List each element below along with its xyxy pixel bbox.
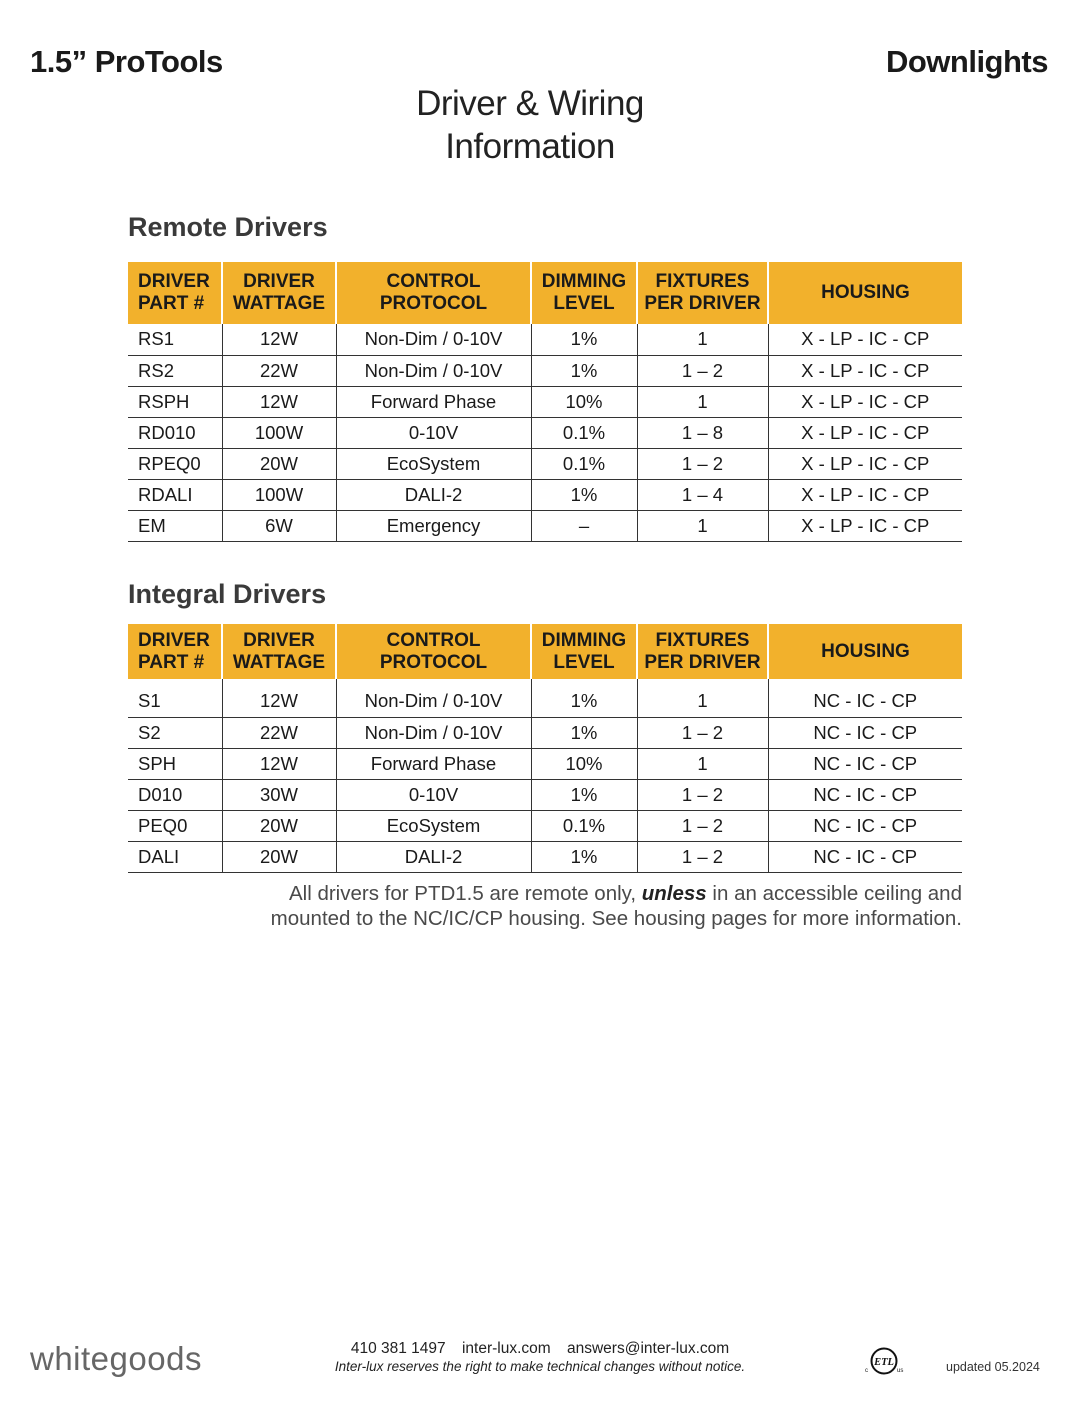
wattage-cell: 22W (222, 355, 336, 386)
table-row (128, 355, 962, 386)
protocol-cell: Forward Phase (336, 748, 531, 779)
part-number-cell: S2 (128, 717, 222, 748)
page-title (330, 82, 730, 168)
wattage-cell: 6W (222, 510, 336, 541)
fixtures-cell: 1 – 2 (637, 779, 768, 810)
column-header-protocol: CONTROL PROTOCOL (336, 262, 531, 324)
dimming-cell: 1% (531, 779, 637, 810)
protocol-cell: 0-10V (336, 417, 531, 448)
fixtures-cell: 1 – 2 (637, 355, 768, 386)
wattage-cell: 20W (222, 448, 336, 479)
integral-drivers-heading: Integral Drivers (128, 579, 327, 609)
part-number-cell: RDALI (128, 479, 222, 510)
protocol-cell: EcoSystem (336, 448, 531, 479)
table-row (128, 324, 962, 355)
page-title-line2: Information (445, 127, 615, 166)
remote-drivers-table (128, 262, 962, 542)
phone-number: 410 381 1497 (350, 1340, 446, 1357)
column-header-wattage: DRIVER WATTAGE (222, 262, 336, 324)
column-header-housing: HOUSING (768, 624, 962, 679)
wattage-cell: 22W (222, 717, 336, 748)
dimming-cell: – (531, 510, 637, 541)
part-number-cell: D010 (128, 779, 222, 810)
fixtures-cell: 1 – 2 (637, 717, 768, 748)
protocol-cell: Non-Dim / 0-10V (336, 324, 531, 355)
wattage-cell: 20W (222, 810, 336, 841)
whitegoods-logo: whitegoods (30, 1340, 202, 1377)
dimming-cell: 1% (531, 355, 637, 386)
housing-cell: X - LP - IC - CP (768, 355, 962, 386)
fixtures-cell: 1 – 2 (637, 841, 768, 872)
dimming-cell: 10% (531, 748, 637, 779)
dimming-cell: 0.1% (531, 810, 637, 841)
table-row (128, 448, 962, 479)
column-header-wattage: DRIVER WATTAGE (222, 624, 336, 679)
column-header-housing: HOUSING (768, 262, 962, 324)
fixtures-cell: 1 (637, 324, 768, 355)
housing-cell: NC - IC - CP (768, 810, 962, 841)
column-header-dimming: DIMMING LEVEL (531, 262, 637, 324)
dimming-cell: 1% (531, 679, 637, 717)
dimming-cell: 10% (531, 386, 637, 417)
protocol-cell: 0-10V (336, 779, 531, 810)
table-row (128, 748, 962, 779)
protocol-cell: EcoSystem (336, 810, 531, 841)
email-link[interactable]: answers@inter-lux.com (567, 1340, 730, 1357)
protocol-cell: DALI-2 (336, 479, 531, 510)
column-header-fixtures: FIXTURES PER DRIVER (637, 262, 768, 324)
etl-us-text: us (897, 1368, 904, 1374)
note-emphasis: unless (641, 882, 707, 905)
part-number-cell: S1 (128, 679, 222, 717)
wattage-cell: 12W (222, 324, 336, 355)
protocol-cell: Non-Dim / 0-10V (336, 717, 531, 748)
updated-date: updated 05.2024 (946, 1360, 1040, 1374)
dimming-cell: 1% (531, 841, 637, 872)
fixtures-cell: 1 – 4 (637, 479, 768, 510)
column-header-part: DRIVER PART # (128, 624, 222, 679)
column-header-part: DRIVER PART # (128, 262, 222, 324)
wattage-cell: 20W (222, 841, 336, 872)
dimming-cell: 0.1% (531, 448, 637, 479)
column-header-protocol: CONTROL PROTOCOL (336, 624, 531, 679)
part-number-cell: DALI (128, 841, 222, 872)
remote-only-note (182, 881, 962, 931)
wattage-cell: 12W (222, 679, 336, 717)
protocol-cell: Non-Dim / 0-10V (336, 679, 531, 717)
product-name: 1.5” ProTools (30, 44, 223, 79)
page-title-line1: Driver & Wiring (416, 84, 644, 123)
website-link[interactable]: inter-lux.com (461, 1340, 551, 1357)
table-row (128, 810, 962, 841)
wattage-cell: 12W (222, 748, 336, 779)
fixtures-cell: 1 (637, 679, 768, 717)
etl-c-text: c (865, 1368, 868, 1374)
housing-cell: NC - IC - CP (768, 679, 962, 717)
dimming-cell: 0.1% (531, 417, 637, 448)
fixtures-cell: 1 (637, 748, 768, 779)
part-number-cell: RSPH (128, 386, 222, 417)
protocol-cell: DALI-2 (336, 841, 531, 872)
housing-cell: NC - IC - CP (768, 717, 962, 748)
fixtures-cell: 1 (637, 386, 768, 417)
table-row (128, 779, 962, 810)
wattage-cell: 100W (222, 479, 336, 510)
table-header-row (128, 624, 962, 679)
wattage-cell: 30W (222, 779, 336, 810)
part-number-cell: RS2 (128, 355, 222, 386)
etl-mark-text: ETL (874, 1357, 894, 1368)
housing-cell: NC - IC - CP (768, 748, 962, 779)
wattage-cell: 100W (222, 417, 336, 448)
part-number-cell: RPEQ0 (128, 448, 222, 479)
integral-drivers-table (128, 624, 962, 873)
protocol-cell: Non-Dim / 0-10V (336, 355, 531, 386)
protocol-cell: Emergency (336, 510, 531, 541)
note-line2: mounted to the NC/IC/CP housing. See housing pages for more information. (270, 907, 962, 930)
table-row (128, 386, 962, 417)
housing-cell: NC - IC - CP (768, 841, 962, 872)
part-number-cell: SPH (128, 748, 222, 779)
part-number-cell: RS1 (128, 324, 222, 355)
fixtures-cell: 1 (637, 510, 768, 541)
part-number-cell: RD010 (128, 417, 222, 448)
column-header-dimming: DIMMING LEVEL (531, 624, 637, 679)
housing-cell: X - LP - IC - CP (768, 510, 962, 541)
table-row (128, 679, 962, 717)
table-row (128, 510, 962, 541)
disclaimer: Inter-lux reserves the right to make technical changes without notice. (334, 1359, 746, 1374)
housing-cell: X - LP - IC - CP (768, 324, 962, 355)
housing-cell: X - LP - IC - CP (768, 417, 962, 448)
housing-cell: X - LP - IC - CP (768, 386, 962, 417)
etl-listed-icon (862, 1346, 906, 1376)
table-row (128, 717, 962, 748)
dimming-cell: 1% (531, 324, 637, 355)
fixtures-cell: 1 – 2 (637, 810, 768, 841)
housing-cell: X - LP - IC - CP (768, 479, 962, 510)
part-number-cell: EM (128, 510, 222, 541)
note-line1: All drivers for PTD1.5 are remote only, unless in an accessible ceiling and (288, 882, 962, 905)
column-header-fixtures: FIXTURES PER DRIVER (637, 624, 768, 679)
housing-cell: X - LP - IC - CP (768, 448, 962, 479)
housing-cell: NC - IC - CP (768, 779, 962, 810)
wattage-cell: 12W (222, 386, 336, 417)
protocol-cell: Forward Phase (336, 386, 531, 417)
dimming-cell: 1% (531, 479, 637, 510)
table-row (128, 841, 962, 872)
fixtures-cell: 1 – 2 (637, 448, 768, 479)
table-row (128, 417, 962, 448)
table-header-row (128, 262, 962, 324)
part-number-cell: PEQ0 (128, 810, 222, 841)
fixtures-cell: 1 – 8 (637, 417, 768, 448)
category-name: Downlights (885, 44, 1048, 79)
dimming-cell: 1% (531, 717, 637, 748)
table-row (128, 479, 962, 510)
contact-info (280, 1340, 800, 1358)
remote-drivers-heading: Remote Drivers (128, 212, 328, 242)
